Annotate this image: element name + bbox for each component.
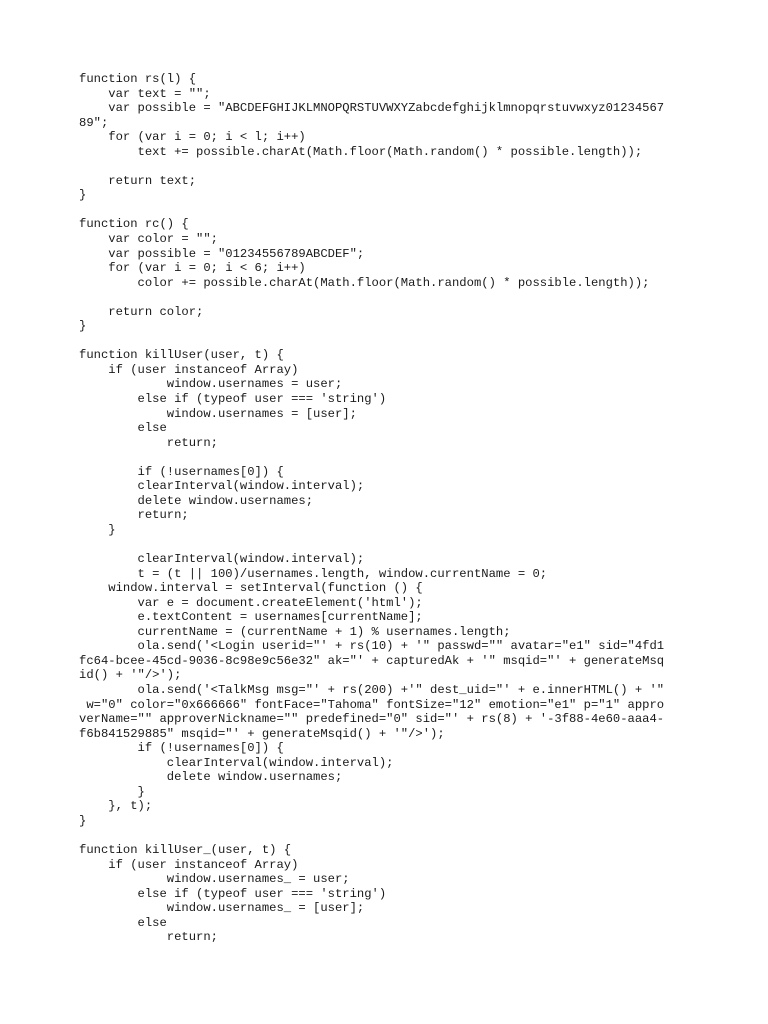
code-line: return; — [79, 435, 218, 450]
code-line: var text = ""; — [79, 86, 211, 101]
code-line: return color; — [79, 304, 204, 319]
code-line: for (var i = 0; i < 6; i++) — [79, 261, 306, 276]
code-line: color += possible.charAt(Math.floor(Math.random() * possible.length)); — [79, 275, 650, 290]
code-line: return; — [79, 508, 189, 523]
code-line: clearInterval(window.interval); — [79, 755, 394, 770]
code-line: } — [79, 813, 87, 828]
code-line — [79, 828, 719, 843]
code-line: return; — [79, 930, 218, 945]
code-line: } — [79, 188, 87, 203]
code-line: else if (typeof user === 'string') — [79, 392, 387, 407]
code-line: fc64-bcee-45cd-9036-8c98e9c56e32" ak="' + capturedAk + '" msqid="' + generateMsq — [79, 653, 665, 668]
code-line: w="0" color="0x666666" fontFace="Tahoma" fontSize="12" emotion="e1" p="1" appro — [79, 697, 665, 712]
code-line: else — [79, 915, 167, 930]
code-line — [79, 450, 719, 465]
code-line: var possible = "01234556789ABCDEF"; — [79, 246, 365, 261]
code-line: window.usernames = [user]; — [79, 406, 357, 421]
code-line: else if (typeof user === 'string') — [79, 886, 387, 901]
code-line: f6b841529885" msqid="' + generateMsqid() + '"/>'); — [79, 726, 445, 741]
code-line: verName="" approverNickname="" predefined="0" sid="' + rs(8) + '-3f88-4e60-aaa4- — [79, 712, 665, 727]
code-line: for (var i = 0; i < l; i++) — [79, 130, 306, 145]
code-line: window.usernames_ = user; — [79, 872, 350, 887]
code-line — [79, 203, 719, 218]
code-line: function rs(l) { — [79, 72, 197, 86]
code-line: if (user instanceof Array) — [79, 362, 299, 377]
code-line: } — [79, 319, 87, 334]
code-line: window.usernames_ = [user]; — [79, 901, 365, 916]
code-line: else — [79, 421, 167, 436]
code-line — [79, 159, 719, 174]
code-line: var color = ""; — [79, 232, 218, 247]
code-line: text += possible.charAt(Math.floor(Math.random() * possible.length)); — [79, 144, 643, 159]
code-line: e.textContent = usernames[currentName]; — [79, 610, 423, 625]
code-line: currentName = (currentName + 1) % usernames.length; — [79, 624, 511, 639]
code-line — [79, 538, 719, 553]
code-line: t = (t || 100)/usernames.length, window.currentName = 0; — [79, 566, 548, 581]
code-line: return text; — [79, 173, 197, 188]
code-line: } — [79, 522, 116, 537]
code-line: }, t); — [79, 799, 153, 814]
code-line — [79, 290, 719, 305]
code-line: delete window.usernames; — [79, 493, 314, 508]
code-line: var e = document.createElement('html'); — [79, 595, 423, 610]
code-line: id() + '"/>'); — [79, 668, 182, 683]
code-line: function rc() { — [79, 217, 189, 232]
code-line: 89"; — [79, 115, 109, 130]
code-line: clearInterval(window.interval); — [79, 479, 365, 494]
code-line: var possible = "ABCDEFGHIJKLMNOPQRSTUVWXYZabcdefghijklmnopqrstuvwxyz01234567 — [79, 101, 665, 116]
code-line: ola.send('<TalkMsg msg="' + rs(200) +'" dest_uid="' + e.innerHTML() + '" — [79, 682, 665, 697]
code-line: if (!usernames[0]) { — [79, 741, 284, 756]
code-line: if (!usernames[0]) { — [79, 464, 284, 479]
code-line: clearInterval(window.interval); — [79, 552, 365, 567]
code-line: delete window.usernames; — [79, 770, 343, 785]
code-line: window.interval = setInterval(function () { — [79, 581, 423, 596]
code-line: function killUser(user, t) { — [79, 348, 284, 363]
code-line — [79, 334, 719, 349]
code-line: } — [79, 784, 145, 799]
code-block — [79, 72, 719, 945]
code-line: ola.send('<Login userid="' + rs(10) + '" passwd="" avatar="e1" sid="4fd1 — [79, 639, 665, 654]
code-line: if (user instanceof Array) — [79, 857, 299, 872]
code-line: window.usernames = user; — [79, 377, 343, 392]
code-line: function killUser_(user, t) { — [79, 842, 292, 857]
